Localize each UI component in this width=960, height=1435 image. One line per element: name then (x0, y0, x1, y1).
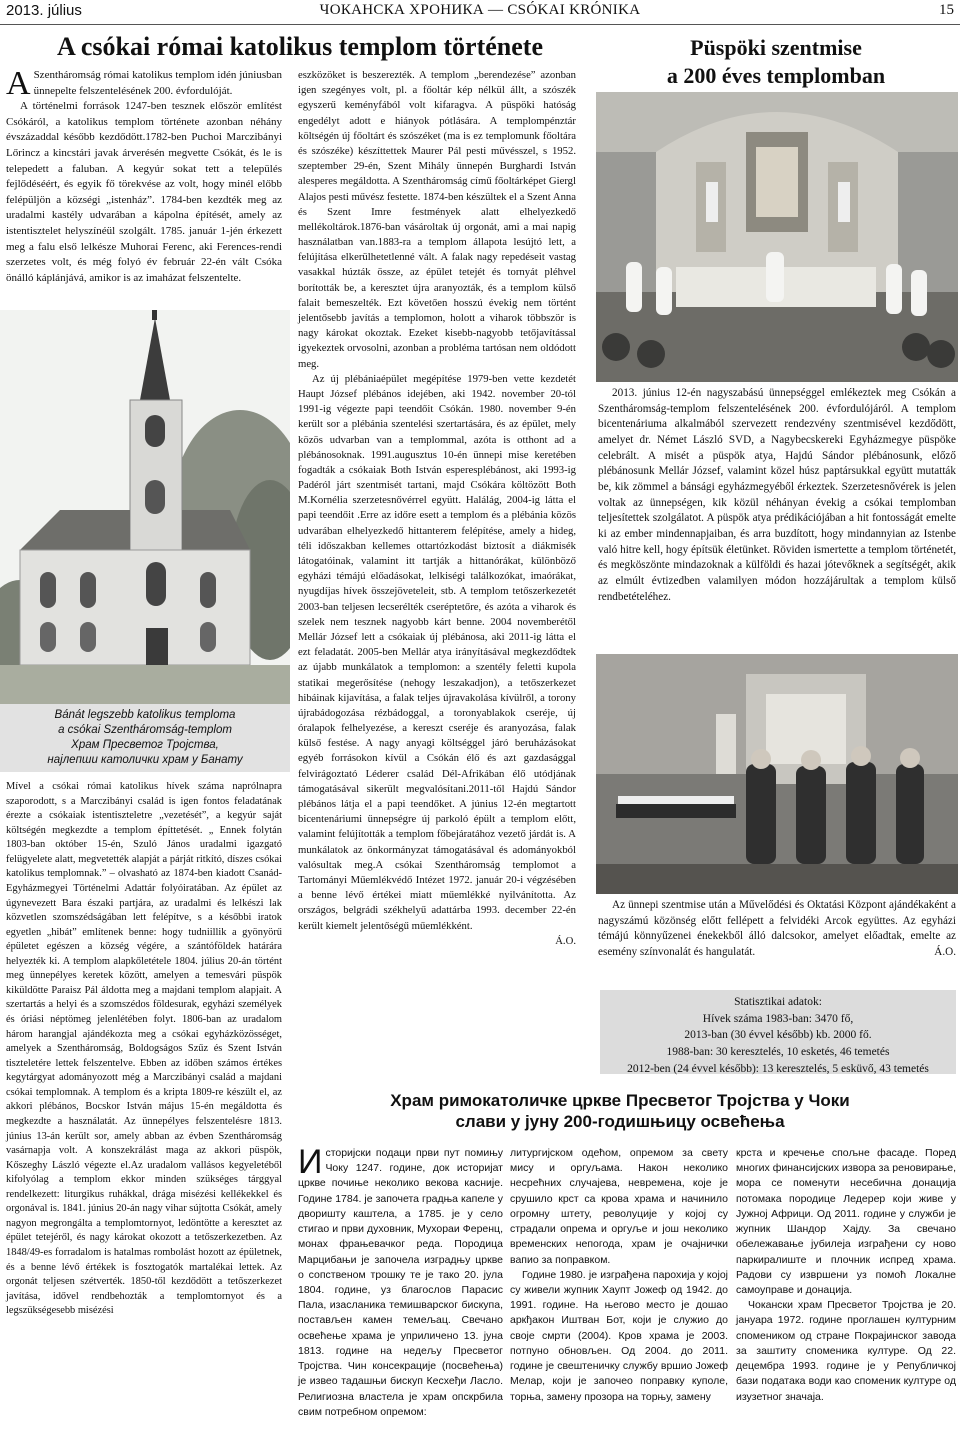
caption-hu-line-2: a csókai Szentháromság-templom (58, 724, 232, 737)
paragraph: Szentháromság római katolikus templom idén júniusban ünnepelte felszentelésének 200. évfordulóját. (33, 69, 282, 97)
paragraph: Чокански храм Пресветог Тројства је 20. јануара 1972. године проглашен културним спомеником од стране Покрајинског завода за заштиту споменика културе. Од 22. децембра 1993. године је у Републичкој бази података води као споменик културе од изузетног значаја. (736, 1299, 956, 1403)
serbian-column-2 (510, 1146, 728, 1405)
statistics-line: Hívek száma 1983-ban: 3470 fő, (702, 1012, 854, 1025)
paragraph: сторијски подаци први пут помињу Чоку 1247. године, док историјат цркве почиње неколико векова касније. Године 1784. је започета градња капеле у дворишту каштела, а 1785. је у село стигао и први духовник, Мухораи Ференц, монах фрањевачког реда. Породица Марцибањи је започела изградњу цркве о сопственом трошку те је тако 20. јула 1804. године, уз благослов Парасис Пала, изасланика темишварског бискупа, постављен камен темељац. Свечано освећење храма је уприличено 13. јуна 1813. године на недељу Пресветог Тројства. Чин консекрације (посвећења) је извео тадашњи бискуп Кесхеђи Ласло. Религиозна властела је храм опскрбила свим потребном опремом: (298, 1147, 503, 1418)
paragraph: Az új plébániaépület megépítése 1979-ben vette kezdetét Haupt József plébános idejében, aki 1942. november 20-tól 1991-ig végezte papi teendőit Csókán. 1980. november 9-én került sor a plébánia szentelési szertartására, és az épület, mely közös udvarban van a templommal, azóta is otthont ad a plébánosoknak. 1991.augusztus 10-én ünnepi mise keretében fogadták a csókaiak Both István esperesplébánost, aki 1993-ig Padéról járt szentmisét tartani, majd Csókára költözött Both M.Kornélia szerzetesnővérrel együtt. Halálág, 2004-ig látta el papi teendőit .Erre az időre esett a templom és a plébánia közös udvarában elhelyezkedő hittanterem felépítése, amely a hideg, téli időszakban kellemes ottartózkodást biztosít a diákmisék látogatóinak, valamint itt tartják a hittanórákat, különböző egyházi témájú előadásokat, lelkiségi találkozókat, imaórákat, nyugdíjas hívek összejöveteleit, stb. A templom tetőszerkezetét 2003-ban teljesen lecserélték cseréptetőre, és azóta a viharok és szelek nem tesznek nagyobb kárt benne. 2004 novemberétől Mellár József lett a csókaiak új plébánosa, aki 2011-ig látta el ezt feladatát. 2005-ben Mellár atya irányításával megkezdődtek az újabb munkálatok a templomon: a szentély feletti kupola statikai megerősítése (nehogy leszakadjon), a tetőszerkezet hibáinak kijavítása, a falak teljes újravakolása kívülről, a torony újrabádogozása rézbádoggal, a toronyablakok cseréje, új óralapok felhelyezése, a kereszt cseréje és aranyozása, falak külső festése. A nagy anyagi költséggel járó beruházásokat egyéb forrásokon kívül a Csókán élő és azt gazdasággal felvirágoztató Léderer család Dél-Afrikában élő utódjának támogatásával sikerült megvalósítani.2011-től Hajdú Sándor plébános látja el a papi teendőket. A június 12-én megtartott bicentenáriumi ünnepségre új parkoló épült a templom előtt, valamint felújították a templom főbejáratához vezető járdát is. A munkálatok az önkormányzat támogatásával és adományokból valósultak meg.A csókai Szentháromság templomot a Tartományi Műemlékvédő Intézet 1972. január 20-i végzésében a benne lévő értékei miatt műemlékké nyilvánította. Az országos, belgrádi székhelyű adattárba 1993. december 22-én került kiemelt jelentőségű műemlékként. (298, 372, 576, 932)
right-article-signature: Á.O. (934, 945, 956, 958)
statistics-box (600, 990, 956, 1074)
church-exterior-photo (0, 310, 290, 704)
issue-date: 2013. július (6, 2, 82, 19)
dropcap: И (298, 1143, 323, 1181)
paragraph: eszközöket is beszerezték. A templom „berendezése” azonban igen szegényes volt, pl. a főoltár kép nélkül állt, a szószék egyszerű keményfából volt kifaragva. A püspöki hatóság engedélyt adott e hiányok pótlására. A templompénztár költségén új főoltárt és szószéket (ma is ez templomunk főoltára és szószéke) készíttettek Maurer Pál pesti művésszel, s 1952. szeptember 29-én, Szent Mihály ünnepén Burghardi István alesperes megáldotta. A Szentháromság című főoltárképet Giergl Alajos pesti művész festette. 1874-ben készültek el a Szent Anna és Szent Imre festmények alatt elhelyezkedő mellékoltárok.1876-ban vásároltak új orgonát, ami a mai napig használatban van.1883-ra a templom állapota lesújtó lett, a felújítása elkerülhetetlenné vált. A falak nagy repedéseit vastag vasakkal húzták össze, az épület tetejét és tornyát pléhvel borították be, a keresztet újra aranyozták, és a templom külső falait bemeszelték. Ezt követően hosszú évekig nem történt jelentősebb javítás a templomon, holott a viharok többször is nagy károkat okoztak. Ezeket kisebb-nagyobb tetőjavítással igyekeztek orvosolni, azonban a probléma tartósan nem oldódott meg. (298, 69, 576, 370)
concert-photo (596, 654, 958, 894)
paragraph: 2013. június 12-én nagyszabású ünnepséggel emlékeztek meg Csókán a Szentháromság-templom felszentelésének 200. évfordulójáról. A templom bicentenáriuma alkalmából szervezett rendezvény szentmisével kezdődött, amelyet dr. Német László SVD, a Nagybecskereki Egyházmegye püspöke celebrált. A misét a püspök atya, Hajdú Sándor plébánosunk, előző plébánosunk Mellár József, valamint közel húsz paptársukkal együtt mutatták be, kik zömmel a bánsági egyházmegyéből érkeztek. Szerzetesnővérek is jelen voltak az ünnepségen, kik közül néhányan évekig a csókai templomban teljesítettek szolgálatot. A püspök atya prédikációjában a hit fontosságát emelte ki az ember mindennapjaiban, és arra buzdított, hogy mindannyian az Istenbe való hitre kell, hogy építsük életünket. Röviden ismertette a templom történetét, és megköszönte mindazoknak a külföldi és hazai jótevőknek a segítségét, akik az elmúlt évtizedben valamilyen módon hozzájárultak a templom külső rendbetételéhez. (598, 387, 956, 603)
paragraph: крста и кречење спољне фасаде. Поред многих финансијских извора за реновирање, мора се поменути несебична донација потомака породице Ледерер који живе у Јужној Африци. Од 2011. године у служби је жупник Шандор Хајду. За свечано обележавање јубилеја изграђени су ново паркиралиште и плочник испред храма. Радови су извршени уз помоћ Локалне самоуправе и донација. (736, 1147, 956, 1296)
paragraph: Az ünnepi szentmise után a Művelődési és Oktatási Központ ajándékaként a nagyszámú közönség előtt fellépett a felvidéki Arcok együttes. Az egyházi témájú könnyűzenei énekekből álló dalcsokor, amelyet előadtak, emelte az esemény színvonalát és hangulatát. (598, 899, 956, 959)
caption-sr-line-1: Храм Пресветог Тројства, (71, 739, 219, 751)
right-article-text-2 (598, 898, 956, 960)
statistics-line: 2012-ben (24 évvel később): 13 keresztelés, 5 esküvő, 43 temetés (627, 1062, 929, 1075)
serbian-column-3 (736, 1146, 956, 1405)
article-column-1-top (6, 65, 282, 287)
paragraph: Mível a csókai római katolikus hívek száma naprólnapra szaporodott, s a Marczibányi család is igen fontos feladatának érezte a csókaiak istentiszteletre „vezetését”, a kegyúr saját költségén megkezdte a templom építtetését. „ Ennek folytán 1803-ban október 15-én, Szuló János uradalmi igazgató felügyelete alatt, megvetették alapját a párját ritkító, díszes csókai katolikus templomnak.” – olvasható az 1874-ben kiadott Csanád-Egyházmegyei Történelmi Adattár folyóiratában. Az épület az úgynevezett Bara északi partjára, az uradalmi és lelkészi lak közvetlen szomszédságában lett felépítve, s a későbbi iratok egyetlen „hibát” említenek benne: hogy tudniillik a gyönyörű épületet egészen a község végére, a szántóföldek határára helyezték ki. A templom alapkőletétele 1804. július 20-án történt meg ünnepélyes keretek között, amelyen a temesvári püspök kiküldötte Paraisz Pál áldotta meg a majdani templom alapjait. A szertartás a helyi és a szomszédos földesurak, egyházi személyek és óriási néptömeg jelenlétében folyt. 1806-ban az uradalom három harangjal ajándékozta meg a csókai egyházközösséget, amelyek a Szentháromság, Boldogságos Szűz és Szent István tiszteletére lettek felszentelve. Ebben az időben számos értékes kegytárgyat adományozott még a Marczibányi család a majdani csókai templomnak. A templom és a kripta 1809-re készült el, az akkori plébános, Bocskor István május 15-én megáldotta és megkezdte a használatát. Az ünnepélyes felszentelésre 1813. június 13-án került sor, amely abban az évben Szentháromság vasárnapja volt. A konszekrálást maga az akkori püspök, Kőszeghy László végezte el.Az uradalom vallásos kegyeletéből kifolyólag a templom ekkor minden szükséges tárggyal rendelkezett: liturgikus ruhákkal, drága misézési kellékekkel és orgonával is. 1841. június 20-án nagy vihar sújtotta Csókát, amely nagyon megrongálta a templomtornyot, ledöntötte a keresztet az épület tetejéről, és nagy károkat okozott a tetőszerkezetben. Az 1848/49-es forradalom is hatalmas rombolást hozott az épületnek, és a benne lévő értékek is fosztogatók martalékai lettek. Az orgonát teljesen szétverték. 1850-től kezdődött a tetőszerkezet javítása, idővel rendbehozták a templomtornyot és a legszükségesebb misézési (6, 781, 282, 1317)
paragraph: Године 1980. је изграђена парохија у којој су живели жупник Хаупт Јожеф од 1942. до 1991. године. На његово место је дошао аркђакон Иштван Бот, који је служио до своје смрти (2004). Кров храма је 2003. потпуно обновљен. Од 2004. до 2011. године је свештеничку службу вршио Јожеф Мелар, који је започео поправку куполе, торња, замену прозора на торњу, замену (510, 1268, 728, 1403)
article-signature: Á.O. (555, 934, 576, 947)
caption-sr-line-2: најлепши католички храм у Банату (47, 753, 243, 766)
paragraph: A történelmi források 1247-ben tesznek először említést Csókáról, a katolikus templom története azonban néhány évszázaddal később kezdődött.1782-ben Puchoi Marczibányi Lőrincz a kincstári javak árverésén megvette Csókát, és le is telepedett a faluban. A kegyúr sokat tett a település fejlődéséért, és egyik fő törekvése az volt, hogy minél előbb felépüljön a községi „istenház”. 1784-ben kezdték meg az uradalmi kastély udvarában a kápolna építését, amely az istentisztelet helyszínéül szolgált. 1785. január 1-jén érkezett meg a falu első lelkésze Muhorai Ferenc, aki Ferences-rendi szerzetes volt, és még folyó év február 22-én vált Csóka önálló káplánjává, amikor is az imaházat felszentelte. (6, 100, 282, 284)
dropcap: A (6, 65, 31, 102)
right-article-text-1 (598, 386, 956, 605)
statistics-line: 2013-ban (30 évvel később) kb. 2000 fő. (684, 1029, 872, 1042)
article-column-1-bottom (6, 780, 282, 1319)
page-number: 15 (939, 2, 954, 18)
right-article-title (596, 34, 956, 89)
serbian-column-1 (298, 1143, 503, 1420)
article-title: A csókai római katolikus templom története (56, 32, 543, 61)
right-title-line-2: a 200 éves templomban (666, 62, 886, 88)
statistics-title: Statisztikai adatok: (734, 996, 822, 1008)
serbian-title-line-1: Храм римокатоличке цркве Пресветог Тројства у Чоки (390, 1091, 850, 1110)
paragraph: литургијском одећом, опремом за свету мису и оргуљама. Након неколико несрећних случајева, невремена, које је срушило крст са крова храма и начинило огромну штету, револуције у којој су страдали опрема и оргуље и још неколико временских непогода, храм је очајнички вапио за поправком. (510, 1147, 728, 1266)
statistics-line: 1988-ban: 30 keresztelés, 10 esketés, 46 temetés (666, 1046, 890, 1059)
article-column-2 (298, 68, 576, 949)
altar-mass-photo (596, 92, 958, 382)
serbian-title-line-2: слави у јуну 200-годишњицу освећења (455, 1112, 785, 1132)
publication-name: ЧОКАНСКА ХРОНИКА — CSÓKAI KRÓNIKA (319, 2, 641, 18)
right-title-line-1: Püspöki szentmise (690, 35, 862, 60)
caption-hu-line-1: Bánát legszebb katolikus temploma (54, 709, 236, 722)
serbian-article-title (290, 1090, 950, 1133)
photo-caption (0, 704, 290, 772)
